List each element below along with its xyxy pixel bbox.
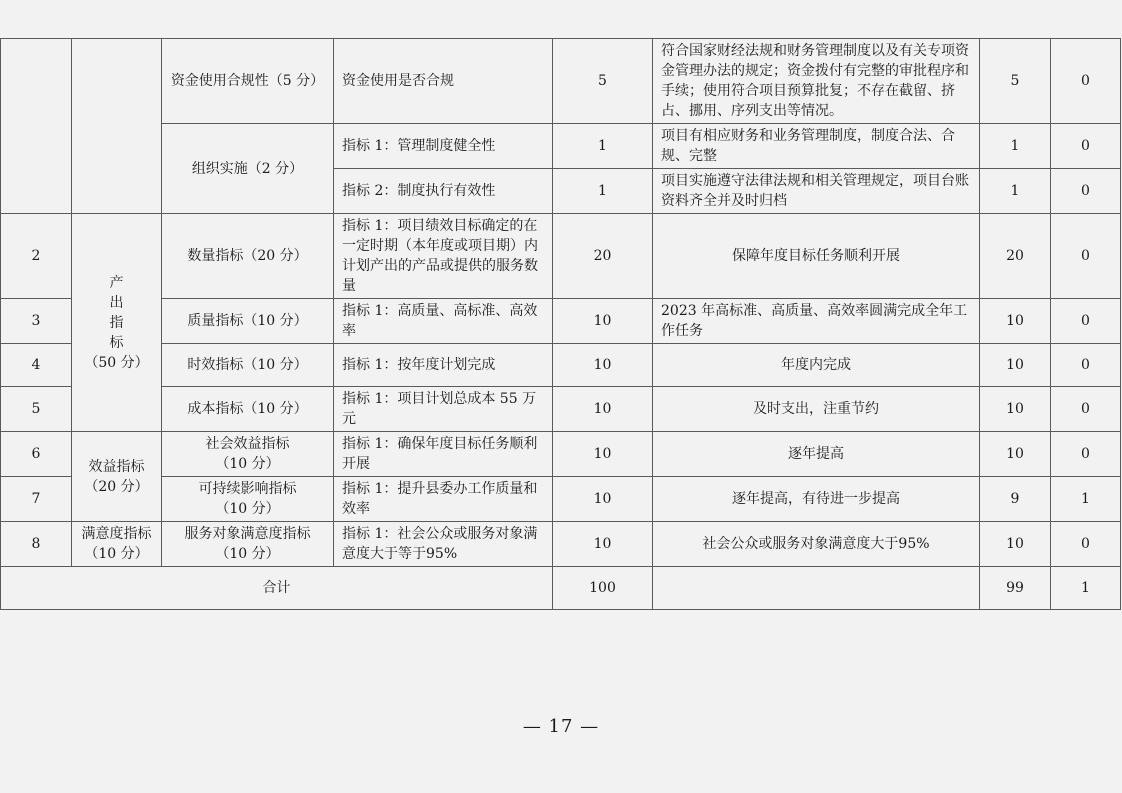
category-label: 满意度指标 [81,526,152,542]
category-cell [72,39,162,214]
category-cell-output [72,214,162,432]
lost-score-cell: 0 [1051,344,1121,387]
row-number-cell: 8 [1,522,72,567]
standard-cell: 逐年提高 [653,432,980,477]
table-row [1,214,1121,299]
table-row [1,477,1121,522]
got-score-cell: 5 [980,39,1051,124]
row-number-cell: 6 [1,432,72,477]
lost-score-cell: 0 [1051,522,1121,567]
score-cell: 10 [553,299,653,344]
score-cell: 1 [553,169,653,214]
subcategory-cell [162,522,334,567]
indicator-cell: 指标 1：社会公众或服务对象满意度大于等于95% [334,522,553,567]
lost-score-cell: 0 [1051,39,1121,124]
score-cell: 5 [553,39,653,124]
subcategory-cell: 质量指标（10 分） [162,299,334,344]
total-row [1,567,1121,610]
indicator-cell: 指标 1：项目计划总成本 55 万元 [334,387,553,432]
subcategory-cell: 数量指标（20 分） [162,214,334,299]
score-cell: 10 [553,432,653,477]
table-row [1,344,1121,387]
indicator-cell: 指标 1：管理制度健全性 [334,124,553,169]
subcategory-score: （10 分） [215,501,280,517]
subcategory-cell [162,432,334,477]
subcategory-cell [162,477,334,522]
standard-cell: 及时支出，注重节约 [653,387,980,432]
score-cell: 10 [553,522,653,567]
lost-score-cell: 0 [1051,214,1121,299]
subcategory-score: （10 分） [215,456,280,472]
category-label: 效益指标 [88,458,145,475]
indicator-cell: 指标 1：项目绩效目标确定的在一定时期（本年度或项目期）内计划产出的产品或提供的服务数量 [334,214,553,299]
subcategory-cell: 成本指标（10 分） [162,387,334,432]
subcategory-cell: 时效指标（10 分） [162,344,334,387]
score-cell: 10 [553,477,653,522]
score-cell: 10 [553,387,653,432]
subcategory-label: 社会效益指标 [205,436,290,452]
subcategory-label: 服务对象满意度指标 [184,526,311,542]
subcategory-score: （10 分） [215,546,280,562]
lost-score-cell: 0 [1051,432,1121,477]
standard-cell: 项目实施遵守法律法规和相关管理规定，项目台账资料齐全并及时归档 [653,169,980,214]
standard-cell: 年度内完成 [653,344,980,387]
table-row [1,522,1121,567]
got-score-cell: 1 [980,169,1051,214]
performance-evaluation-table [0,38,1121,610]
row-number-cell: 4 [1,344,72,387]
standard-cell: 社会公众或服务对象满意度大于95% [653,522,980,567]
category-label: 标 [109,334,124,351]
table-row [1,432,1121,477]
got-score-cell: 1 [980,124,1051,169]
page-number: — 17 — [522,716,600,737]
row-number-cell: 7 [1,477,72,522]
standard-cell: 项目有相应财务和业务管理制度，制度合法、合规、完整 [653,124,980,169]
category-label: 指 [109,314,124,331]
indicator-cell: 指标 2：制度执行有效性 [334,169,553,214]
score-cell: 1 [553,124,653,169]
got-score-cell: 10 [980,432,1051,477]
indicator-cell: 指标 1：提升县委办工作质量和效率 [334,477,553,522]
row-number-cell: 3 [1,299,72,344]
table-row [1,39,1121,124]
category-cell-benefit [72,432,162,522]
indicator-cell: 指标 1：确保年度目标任务顺利开展 [334,432,553,477]
lost-score-cell: 0 [1051,124,1121,169]
total-standard-cell [653,567,980,610]
standard-cell: 保障年度目标任务顺利开展 [653,214,980,299]
lost-score-cell: 0 [1051,169,1121,214]
row-number-cell: 5 [1,387,72,432]
category-score: （20 分） [84,478,149,495]
total-lost-cell: 1 [1051,567,1121,610]
standard-cell: 2023 年高标准、高质量、高效率圆满完成全年工作任务 [653,299,980,344]
got-score-cell: 10 [980,522,1051,567]
lost-score-cell: 0 [1051,299,1121,344]
indicator-cell: 指标 1：按年度计划完成 [334,344,553,387]
lost-score-cell: 1 [1051,477,1121,522]
indicator-cell: 指标 1：高质量、高标准、高效率 [334,299,553,344]
total-got-cell: 99 [980,567,1051,610]
subcategory-cell: 资金使用合规性（5 分） [162,39,334,124]
score-cell: 10 [553,344,653,387]
table-row [1,124,1121,169]
category-score: （50 分） [84,354,149,371]
standard-cell: 符合国家财经法规和财务管理制度以及有关专项资金管理办法的规定；资金拨付有完整的审批程序和手续；使用符合项目预算批复；不存在截留、挤占、挪用、序列支出等情况。 [653,39,980,124]
category-label: 产 [109,274,124,291]
subcategory-cell: 组织实施（2 分） [162,124,334,214]
lost-score-cell: 0 [1051,387,1121,432]
subcategory-label: 可持续影响指标 [198,481,297,497]
got-score-cell: 10 [980,344,1051,387]
standard-cell: 逐年提高，有待进一步提高 [653,477,980,522]
got-score-cell: 10 [980,299,1051,344]
got-score-cell: 9 [980,477,1051,522]
score-cell: 20 [553,214,653,299]
table-row [1,299,1121,344]
row-number-cell: 2 [1,214,72,299]
total-score-cell: 100 [553,567,653,610]
category-cell-satisfaction [72,522,162,567]
category-score: （10 分） [84,546,149,562]
total-label-cell: 合计 [1,567,553,610]
row-number-cell [1,39,72,214]
indicator-cell: 资金使用是否合规 [334,39,553,124]
table-row [1,387,1121,432]
got-score-cell: 10 [980,387,1051,432]
category-label: 出 [109,294,124,311]
got-score-cell: 20 [980,214,1051,299]
